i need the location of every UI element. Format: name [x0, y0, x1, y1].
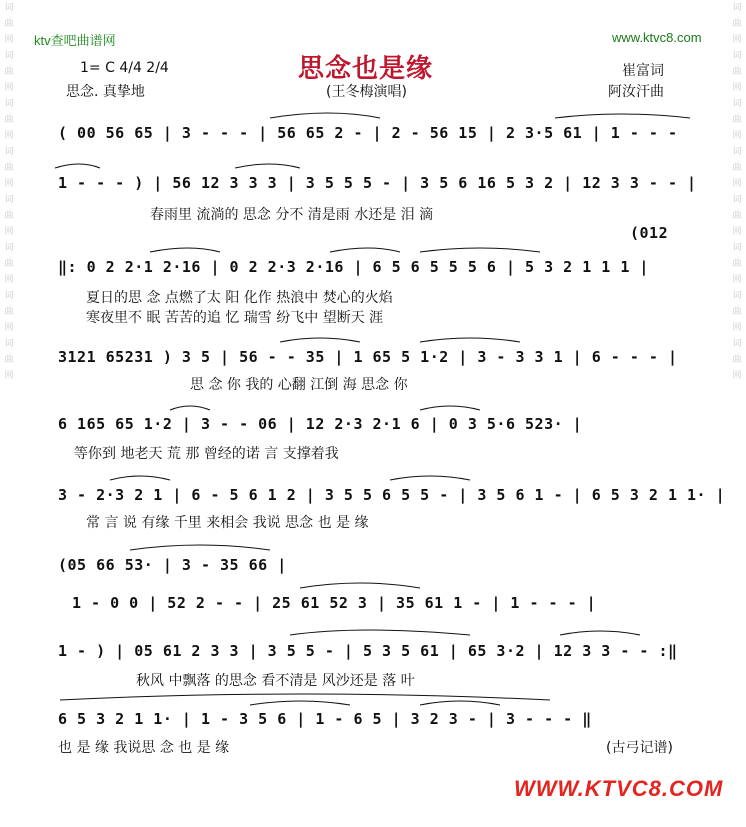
site-name[interactable]: ktv查吧曲谱网: [34, 33, 116, 48]
score-line-8: 1 - 0 0 | 52 2 - - | 25 61 52 3 | 35 61 1 - | 1 - - - |: [72, 594, 597, 612]
lyric-line-3b: 寒夜里不 眠 苦苦的追 忆 瑞雪 纷飞中 望断天 涯: [86, 310, 384, 326]
singer: (王冬梅演唱): [326, 84, 407, 100]
composer: 阿汝汗曲: [608, 84, 664, 100]
score-line-6: 3 - 2·3 2 1 | 6 - 5 6 1 2 | 3 5 5 6 5 5 - | 3 5 6 1 - | 6 5 3 2 1 1· |: [58, 486, 726, 504]
score-line-2: 1 - - - ) | 56 12 3 3 3 | 3 5 5 5 - | 3 5 6 16 5 3 2 | 12 3 3 - - |: [58, 174, 697, 192]
score-line-10: 6 5 3 2 1 1· | 1 - 3 5 6 | 1 - 6 5 | 3 2 3 - | 3 - - - ‖: [58, 710, 592, 728]
lyric-line-10: 也 是 缘 我说思 念 也 是 缘: [58, 740, 230, 756]
site-url[interactable]: www.ktvc8.com: [612, 30, 702, 45]
lyric-line-4: 思 念 你 我的 心翻 江倒 海 思念 你: [190, 377, 408, 393]
key-signature: 1= C 4/4 2/4: [80, 60, 169, 76]
score-line-3: ‖: 0 2 2·1 2·16 | 0 2 2·3 2·16 | 6 5 6 5 5 5 6 | 5 3 2 1 1 1 |: [58, 258, 649, 276]
lyric-line-9: 秋风 中飘落 的思念 看不清是 风沙还是 落 叶: [136, 673, 415, 689]
score-line-9: 1 - ) | 05 61 2 3 3 | 3 5 5 - | 5 3 5 61 | 65 3·2 | 12 3 3 - - :‖: [58, 642, 678, 660]
lyric-line-5: 等你到 地老天 荒 那 曾经的诺 言 支撑着我: [74, 446, 339, 462]
score-line-1: ( 00 56 65 | 3 - - - | 56 65 2 - | 2 - 56 15 | 2 3·5 61 | 1 - - -: [58, 124, 678, 142]
score-line-2-tail: (012: [630, 224, 669, 242]
lyric-line-6: 常 言 说 有缘 千里 来相会 我说 思念 也 是 缘: [86, 515, 369, 531]
transcriber-note: (古弓记谱): [606, 740, 673, 756]
site-watermark: WWW.KTVC8.COM: [514, 776, 724, 801]
lyric-line-2: 春雨里 流淌的 思念 分不 清是雨 水还是 泪 滴: [150, 207, 434, 223]
score-line-4: 3121 65231 ) 3 5 | 56 - - 35 | 1 65 5 1·2 | 3 - 3 3 1 | 6 - - - |: [58, 348, 678, 366]
score-line-7: (05 66 53· | 3 - 35 66 |: [58, 556, 287, 574]
side-watermark-left: 词曲网词曲网词曲网词曲网词曲网词曲网词曲网词曲网: [4, 3, 14, 381]
lyricist: 崔富词: [622, 63, 664, 79]
lyric-line-3a: 夏日的思 念 点燃了太 阳 化作 热浪中 焚心的火焰: [86, 290, 393, 306]
tempo-mood: 思念. 真挚地: [66, 84, 145, 100]
side-watermark-right: 词曲网词曲网词曲网词曲网词曲网词曲网词曲网词曲网: [732, 3, 742, 381]
score-line-5: 6 165 65 1·2 | 3 - - 06 | 12 2·3 2·1 6 | 0 3 5·6 523· |: [58, 415, 583, 433]
song-title: 思念也是缘: [298, 54, 434, 84]
